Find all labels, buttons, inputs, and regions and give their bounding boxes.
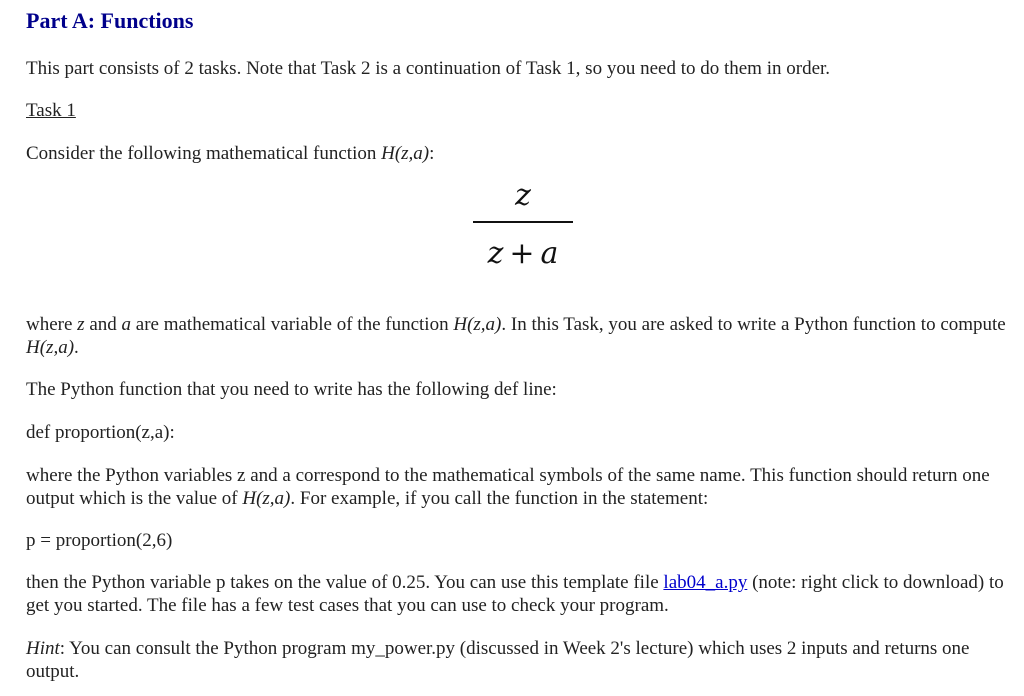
vars-text-2: . For example, if you call the function in the statement:: [290, 488, 709, 509]
task-heading-label: Task 1: [26, 100, 76, 121]
fraction-formula: [473, 175, 573, 275]
hint-label: Hint: [26, 638, 60, 659]
call-line: p = proportion(2,6): [26, 530, 173, 551]
def-line: def proportion(z,a):: [26, 422, 175, 443]
intro-paragraph: This part consists of 2 tasks. Note that Task 2 is a continuation of Task 1, so you need to do them in order.: [26, 58, 831, 79]
template-file-link[interactable]: lab04_a.py: [663, 572, 748, 593]
then-paragraph: [26, 571, 1020, 617]
vars-text-1: where the Python variables z and a correspond to the mathematical symbols of the same name. This function should return one output which is the value of: [26, 465, 990, 509]
function-ref-2: H(z,a): [26, 337, 75, 358]
where-text-5: .: [74, 337, 79, 358]
consider-text: Consider the following mathematical function: [26, 143, 382, 164]
then-text-1: then the Python variable p takes on the value of 0.25. You can use this template file: [26, 572, 664, 593]
hint-text: : You can consult the Python program my_power.py (discussed in Week 2's lecture) which uses 2 inputs and returns one output.: [26, 638, 970, 682]
var-a: a: [121, 314, 132, 335]
where-text-4: . In this Task, you are asked to write a Python function to compute: [501, 314, 1006, 335]
function-ref-1: H(z,a): [453, 314, 502, 335]
hint-paragraph: [26, 637, 1020, 683]
where-text-3: are mathematical variable of the function: [131, 314, 454, 335]
formula-denominator: [473, 237, 573, 271]
where-text-1: where: [26, 314, 78, 335]
fraction-bar: [473, 221, 573, 223]
consider-suffix: :: [429, 143, 435, 164]
page-title: Part A: Functions: [26, 8, 194, 33]
where-paragraph: [26, 313, 1020, 359]
den-operator: +: [509, 236, 535, 271]
den-left: z: [487, 236, 504, 271]
function-ref-3: H(z,a): [242, 488, 291, 509]
var-z: z: [77, 314, 85, 335]
formula-numerator: z: [515, 178, 531, 213]
where-text-2: and: [84, 314, 122, 335]
function-name: H(z,a): [381, 143, 430, 164]
def-intro-paragraph: The Python function that you need to write has the following def line:: [26, 379, 557, 400]
task-heading: [26, 99, 1020, 122]
then-text-2: (note: right click to download) to get you started. The file has a few test cases that you can use to check your program.: [26, 572, 1004, 616]
consider-paragraph: [26, 142, 1020, 165]
den-right: a: [540, 236, 559, 271]
vars-paragraph: [26, 464, 1020, 510]
